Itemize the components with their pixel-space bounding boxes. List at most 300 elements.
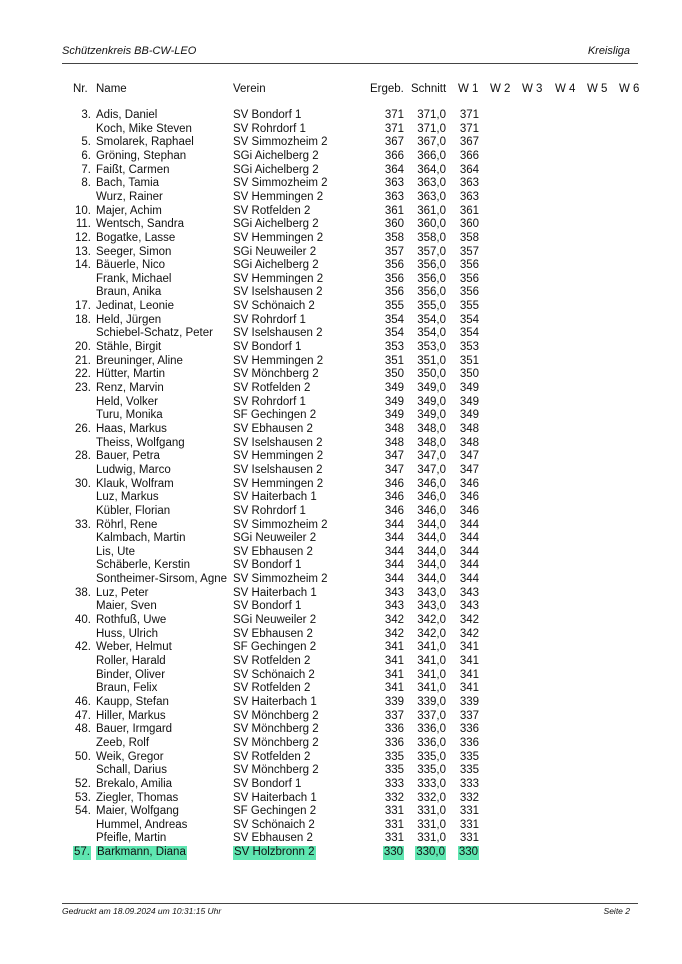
table-row (0, 546, 682, 560)
shooter-name: Smolarek, Raphael (96, 136, 194, 149)
table-row (0, 368, 682, 382)
shooter-name: Held, Jürgen (96, 313, 162, 326)
round1-value: 361 (459, 204, 479, 217)
club-name: SV Rohrdorf 1 (233, 122, 306, 135)
shooter-name: Zeeb, Rolf (96, 736, 150, 749)
round1-value: 331 (459, 805, 479, 818)
shooter-name: Hütter, Martin (96, 368, 166, 381)
round1-value: 346 (459, 477, 479, 490)
club-name: SV Ebhausen 2 (233, 627, 313, 640)
rank-number: 46. (75, 695, 91, 708)
round1-value: 335 (459, 750, 479, 763)
average-value: 348,0 (417, 422, 446, 435)
header-divider (62, 63, 638, 64)
round1-value: 343 (459, 600, 479, 613)
shooter-name: Hiller, Markus (96, 709, 166, 722)
round1-value: 344 (459, 545, 479, 558)
shooter-name: Adis, Daniel (96, 109, 158, 121)
round1-value: 356 (459, 272, 479, 285)
table-row (0, 464, 682, 478)
average-value: 356,0 (417, 272, 446, 285)
average-value: 348,0 (417, 436, 446, 449)
result-value: 356 (384, 259, 404, 272)
average-value: 344,0 (417, 559, 446, 572)
club-name: SF Gechingen 2 (233, 805, 317, 818)
club-name: SV Iselshausen 2 (233, 436, 323, 449)
round1-value: 371 (459, 122, 479, 135)
club-name: SV Ebhausen 2 (233, 832, 313, 845)
shooter-name: Schall, Darius (96, 764, 167, 777)
rank-number: 33. (75, 518, 91, 531)
club-name: SF Gechingen 2 (233, 641, 317, 654)
rank-number: 5. (81, 136, 91, 149)
table-row (0, 273, 682, 287)
rank-number: 20. (75, 341, 91, 354)
shooter-name: Lis, Ute (96, 545, 135, 558)
club-name: SV Haiterbach 1 (233, 695, 317, 708)
shooter-name: Kalmbach, Martin (96, 532, 186, 545)
round1-value: 344 (459, 532, 479, 545)
result-value: 331 (384, 805, 404, 818)
result-value: 367 (384, 136, 404, 149)
result-value: 343 (384, 586, 404, 599)
average-value: 360,0 (417, 218, 446, 231)
club-name: SV Mönchberg 2 (233, 764, 319, 777)
round1-value: 342 (459, 627, 479, 640)
club-name: SGi Neuweiler 2 (233, 532, 317, 545)
shooter-name: Turu, Monika (96, 409, 163, 422)
rank-number: 47. (75, 709, 91, 722)
table-row (0, 710, 682, 724)
shooter-name: Frank, Michael (96, 272, 172, 285)
club-name: SV Schönaich 2 (233, 818, 315, 831)
average-value: 350,0 (417, 368, 446, 381)
club-name: SV Simmozheim 2 (233, 177, 328, 190)
table-row (0, 300, 682, 314)
club-name: SV Rotfelden 2 (233, 382, 311, 394)
club-name: SGi Aichelberg 2 (233, 163, 319, 176)
rank-number: 26. (75, 422, 91, 435)
table-row (0, 150, 682, 164)
club-name: SV Mönchberg 2 (233, 709, 319, 722)
round1-value: 336 (459, 723, 479, 736)
round1-value: 363 (459, 177, 479, 190)
shooter-name: Held, Volker (96, 395, 159, 408)
footer-divider (62, 903, 638, 904)
result-value: 342 (384, 614, 404, 627)
average-value: 355,0 (417, 300, 446, 313)
result-value: 331 (384, 818, 404, 831)
table-row (0, 505, 682, 519)
rank-number: 53. (75, 791, 91, 804)
club-name: SV Bondorf 1 (233, 559, 302, 572)
table-row (0, 669, 682, 683)
round1-value: 360 (459, 218, 479, 231)
round1-value: 341 (459, 641, 479, 654)
result-value: 341 (384, 655, 404, 667)
rank-number: 50. (75, 750, 91, 763)
round1-value: 367 (459, 136, 479, 149)
shooter-name: Kübler, Florian (96, 504, 171, 517)
average-value: 330,0 (416, 846, 445, 859)
result-value: 346 (384, 491, 404, 504)
table-row (0, 573, 682, 587)
shooter-name: Maier, Wolfgang (96, 805, 179, 818)
shooter-name: Schäberle, Kerstin (96, 559, 190, 572)
table-row (0, 819, 682, 833)
average-value: 342,0 (417, 614, 446, 627)
table-row (0, 846, 682, 860)
round1-value: 350 (459, 368, 479, 381)
round1-value: 366 (459, 149, 479, 162)
result-value: 350 (384, 368, 404, 381)
col-nr: Nr. (73, 83, 88, 95)
average-value: 346,0 (417, 504, 446, 517)
club-name: SV Ebhausen 2 (233, 545, 313, 558)
table-row (0, 655, 682, 669)
table-row (0, 587, 682, 601)
round1-value: 339 (459, 695, 479, 708)
average-value: 343,0 (417, 586, 446, 599)
result-value: 336 (384, 723, 404, 736)
table-row (0, 218, 682, 232)
club-name: SV Bondorf 1 (233, 341, 302, 354)
average-value: 353,0 (417, 341, 446, 354)
shooter-name: Bogatke, Lasse (96, 231, 176, 244)
club-name: SV Hemmingen 2 (233, 190, 324, 203)
shooter-name: Breuninger, Aline (96, 354, 183, 367)
rank-number: 30. (75, 477, 91, 490)
round1-value: 336 (459, 736, 479, 749)
club-name: SV Schönaich 2 (233, 300, 315, 313)
shooter-name: Theiss, Wolfgang (96, 436, 185, 449)
shooter-name: Majer, Achim (96, 204, 162, 217)
average-value: 341,0 (417, 682, 446, 695)
result-value: 343 (384, 600, 404, 613)
club-name: SF Gechingen 2 (233, 409, 317, 422)
shooter-name: Faißt, Carmen (96, 163, 170, 176)
club-name: SGi Aichelberg 2 (233, 218, 319, 231)
result-value: 348 (384, 422, 404, 435)
round1-value: 347 (459, 463, 479, 476)
table-row (0, 355, 682, 369)
shooter-name: Jedinat, Leonie (96, 300, 175, 313)
club-name: SV Bondorf 1 (233, 777, 302, 790)
table-row (0, 205, 682, 219)
average-value: 346,0 (417, 491, 446, 504)
average-value: 349,0 (417, 382, 446, 394)
result-value: 336 (384, 736, 404, 749)
club-name: SV Hemmingen 2 (233, 477, 324, 490)
round1-value: 371 (459, 109, 479, 121)
table-row (0, 641, 682, 655)
average-value: 363,0 (417, 177, 446, 190)
round1-value: 333 (459, 777, 479, 790)
average-value: 336,0 (417, 723, 446, 736)
shooter-name: Weber, Helmut (96, 641, 172, 654)
result-value: 337 (384, 709, 404, 722)
result-value: 357 (384, 245, 404, 258)
shooter-name: Kaupp, Stefan (96, 695, 169, 708)
club-name: SV Hemmingen 2 (233, 354, 324, 367)
table-row (0, 478, 682, 492)
table-row (0, 682, 682, 696)
round1-value: 344 (459, 518, 479, 531)
round1-value: 337 (459, 709, 479, 722)
average-value: 341,0 (417, 668, 446, 681)
table-row (0, 164, 682, 178)
table-row (0, 177, 682, 191)
round1-value: 346 (459, 491, 479, 504)
shooter-name: Stähle, Birgit (96, 341, 162, 354)
rank-number: 52. (75, 777, 91, 790)
table-row (0, 314, 682, 328)
league-name: Kreisliga (587, 45, 630, 57)
table-row (0, 491, 682, 505)
round1-value: 341 (459, 682, 479, 695)
club-name: SV Mönchberg 2 (233, 368, 319, 381)
shooter-name: Bauer, Petra (96, 450, 160, 463)
shooter-name: Maier, Sven (96, 600, 157, 613)
result-value: 353 (384, 341, 404, 354)
shooter-name: Barkmann, Diana (97, 846, 186, 859)
table-row (0, 259, 682, 273)
round1-value: 349 (459, 395, 479, 408)
shooter-name: Röhrl, Rene (96, 518, 158, 531)
average-value: 364,0 (417, 163, 446, 176)
round1-value: 349 (459, 409, 479, 422)
table-row (0, 423, 682, 437)
shooter-name: Weik, Gregor (96, 750, 164, 763)
average-value: 344,0 (417, 532, 446, 545)
result-value: 349 (384, 382, 404, 394)
result-value: 344 (384, 559, 404, 572)
average-value: 366,0 (417, 149, 446, 162)
club-name: SGi Neuweiler 2 (233, 245, 317, 258)
average-value: 336,0 (417, 736, 446, 749)
round1-value: 355 (459, 300, 479, 313)
rank-number: 10. (75, 204, 91, 217)
average-value: 371,0 (417, 109, 446, 121)
shooter-name: Gröning, Stephan (96, 149, 187, 162)
club-name: SV Rohrdorf 1 (233, 313, 306, 326)
rank-number: 28. (75, 450, 91, 463)
average-value: 341,0 (417, 641, 446, 654)
round1-value: 348 (459, 436, 479, 449)
average-value: 367,0 (417, 136, 446, 149)
rank-number: 57. (74, 846, 90, 859)
col-schnitt: Schnitt (411, 83, 447, 95)
average-value: 344,0 (417, 573, 446, 586)
shooter-name: Haas, Markus (96, 422, 167, 435)
table-row (0, 559, 682, 573)
rank-number: 6. (81, 149, 91, 162)
shooter-name: Brekalo, Amilia (96, 777, 173, 790)
round1-value: 354 (459, 313, 479, 326)
result-value: 346 (384, 504, 404, 517)
rank-number: 11. (75, 218, 91, 231)
rank-number: 23. (75, 382, 91, 394)
club-name: SV Mönchberg 2 (233, 723, 319, 736)
result-value: 364 (384, 163, 404, 176)
round1-value: 347 (459, 450, 479, 463)
average-value: 357,0 (417, 245, 446, 258)
result-value: 331 (384, 832, 404, 845)
club-name: SV Simmozheim 2 (233, 136, 328, 149)
table-row (0, 832, 682, 846)
club-name: SV Ebhausen 2 (233, 422, 313, 435)
rank-number: 38. (75, 586, 91, 599)
table-row (0, 191, 682, 205)
average-value: 363,0 (417, 190, 446, 203)
result-value: 344 (384, 518, 404, 531)
rank-number: 8. (81, 177, 91, 190)
result-value: 363 (384, 177, 404, 190)
table-row (0, 232, 682, 246)
average-value: 361,0 (417, 204, 446, 217)
rank-number: 18. (75, 313, 91, 326)
round1-value: 341 (459, 655, 479, 667)
result-value: 344 (384, 573, 404, 586)
average-value: 354,0 (417, 327, 446, 340)
table-row (0, 805, 682, 819)
table-row (0, 764, 682, 778)
average-value: 341,0 (417, 655, 446, 667)
result-value: 371 (384, 109, 404, 121)
result-value: 341 (384, 668, 404, 681)
round1-value: 343 (459, 586, 479, 599)
rank-number: 42. (75, 641, 91, 654)
average-value: 344,0 (417, 545, 446, 558)
shooter-name: Luz, Peter (96, 586, 149, 599)
col-w3: W 3 (522, 83, 543, 95)
col-w6: W 6 (619, 83, 640, 95)
shooter-name: Schiebel-Schatz, Peter (96, 327, 213, 340)
shooter-name: Binder, Oliver (96, 668, 166, 681)
round1-value: 332 (459, 791, 479, 804)
col-w4: W 4 (555, 83, 576, 95)
result-value: 358 (384, 231, 404, 244)
round1-value: 346 (459, 504, 479, 517)
table-row (0, 792, 682, 806)
club-name: SV Schönaich 2 (233, 668, 315, 681)
club-name: SV Simmozheim 2 (233, 518, 328, 531)
rank-number: 13. (75, 245, 91, 258)
shooter-name: Bach, Tamia (96, 177, 160, 190)
result-value: 361 (384, 204, 404, 217)
result-value: 363 (384, 190, 404, 203)
club-name: SGi Neuweiler 2 (233, 614, 317, 627)
club-name: SV Rotfelden 2 (233, 750, 311, 763)
average-value: 335,0 (417, 750, 446, 763)
table-row (0, 614, 682, 628)
result-value: 356 (384, 286, 404, 299)
rank-number: 21. (75, 354, 91, 367)
result-value: 349 (384, 395, 404, 408)
table-row (0, 751, 682, 765)
table-row (0, 737, 682, 751)
average-value: 332,0 (417, 791, 446, 804)
average-value: 354,0 (417, 313, 446, 326)
result-value: 346 (384, 477, 404, 490)
table-row (0, 600, 682, 614)
result-value: 333 (384, 777, 404, 790)
club-name: SV Haiterbach 1 (233, 491, 317, 504)
average-value: 339,0 (417, 695, 446, 708)
print-timestamp: Gedruckt am 18.09.2024 um 10:31:15 Uhr (62, 906, 222, 916)
table-row (0, 123, 682, 137)
average-value: 343,0 (417, 600, 446, 613)
table-row (0, 136, 682, 150)
result-value: 341 (384, 641, 404, 654)
result-value: 371 (384, 122, 404, 135)
round1-value: 344 (459, 573, 479, 586)
table-row (0, 327, 682, 341)
result-value: 342 (384, 627, 404, 640)
club-name: SV Iselshausen 2 (233, 327, 323, 340)
club-name: SV Iselshausen 2 (233, 463, 323, 476)
club-name: SV Rohrdorf 1 (233, 395, 306, 408)
shooter-name: Rothfuß, Uwe (96, 614, 167, 627)
shooter-name: Pfeifle, Martin (96, 832, 167, 845)
shooter-name: Klauk, Wolfram (96, 477, 174, 490)
table-row (0, 286, 682, 300)
average-value: 356,0 (417, 259, 446, 272)
round1-value: 357 (459, 245, 479, 258)
table-row (0, 109, 682, 123)
round1-value: 364 (459, 163, 479, 176)
club-name: SV Rotfelden 2 (233, 682, 311, 695)
round1-value: 348 (459, 422, 479, 435)
col-ergeb: Ergeb. (370, 83, 404, 95)
club-name: SV Bondorf 1 (233, 109, 302, 121)
round1-value: 342 (459, 614, 479, 627)
average-value: 349,0 (417, 409, 446, 422)
result-value: 349 (384, 409, 404, 422)
shooter-name: Wentsch, Sandra (96, 218, 185, 231)
average-value: 331,0 (417, 805, 446, 818)
round1-value: 356 (459, 259, 479, 272)
table-row (0, 246, 682, 260)
average-value: 356,0 (417, 286, 446, 299)
table-row (0, 696, 682, 710)
club-name: SV Iselshausen 2 (233, 286, 323, 299)
club-name: SV Rohrdorf 1 (233, 504, 306, 517)
table-row (0, 382, 682, 396)
club-name: SV Simmozheim 2 (233, 573, 328, 586)
rank-number: 54. (75, 805, 91, 818)
average-value: 342,0 (417, 627, 446, 640)
round1-value: 331 (459, 832, 479, 845)
table-row (0, 519, 682, 533)
col-name: Name (96, 83, 127, 95)
table-row (0, 341, 682, 355)
club-name: SV Bondorf 1 (233, 600, 302, 613)
club-name: SV Mönchberg 2 (233, 736, 319, 749)
table-row (0, 437, 682, 451)
col-w2: W 2 (490, 83, 511, 95)
shooter-name: Huss, Ulrich (96, 627, 158, 640)
col-w1: W 1 (458, 83, 479, 95)
result-value: 356 (384, 272, 404, 285)
shooter-name: Seeger, Simon (96, 245, 172, 258)
average-value: 351,0 (417, 354, 446, 367)
result-value: 341 (384, 682, 404, 695)
club-name: SV Hemmingen 2 (233, 272, 324, 285)
round1-value: 354 (459, 327, 479, 340)
table-row (0, 778, 682, 792)
result-value: 335 (384, 750, 404, 763)
